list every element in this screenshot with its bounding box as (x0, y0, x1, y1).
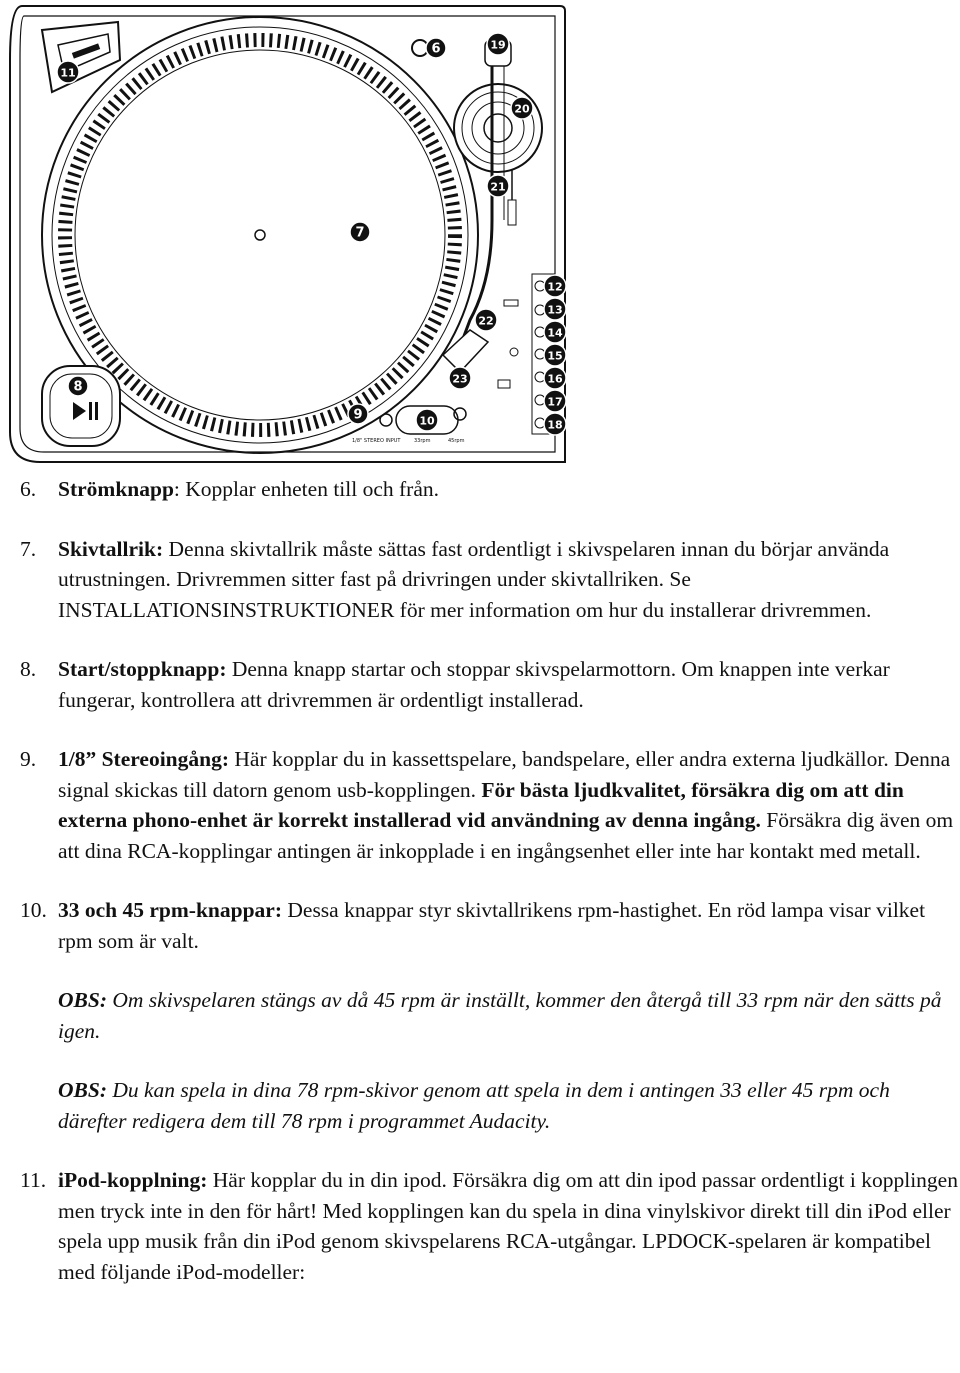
callout-10 (416, 409, 438, 431)
item-text: Denna skivtallrik måste sättas fast ordentligt i skivspelaren innan du börjar använda utrustningen. Drivremmen sitter fast på drivringen under skivtallriken. Se INSTALLATIONSINSTRUKTIONER för mer information om hur du installerar drivremmen. (58, 536, 890, 622)
svg-text:13: 13 (547, 303, 563, 317)
svg-text:19: 19 (490, 38, 506, 52)
feature-list (20, 474, 960, 1287)
list-item-9 (20, 744, 960, 866)
svg-text:15: 15 (547, 349, 563, 363)
callout-11 (57, 61, 79, 83)
callout-20 (511, 97, 533, 119)
svg-text:9: 9 (353, 407, 363, 423)
item-number: 7. (20, 536, 37, 561)
note-2 (20, 1075, 960, 1136)
list-item-8 (20, 654, 960, 715)
svg-text:12: 12 (547, 280, 563, 294)
item-text-continued: Försäkra dig även om att dina RCA-kopplingar antingen är inkopplade i en ingångsenhet eller inte har kontakt med metall. (58, 808, 954, 863)
svg-text:14: 14 (547, 326, 563, 340)
svg-text:22: 22 (478, 314, 494, 328)
item-text: Kopplar enheten till och från. (185, 477, 439, 501)
svg-text:7: 7 (355, 225, 365, 241)
item-number: 10. (20, 898, 47, 922)
item-text: Denna knapp startar och stoppar skivspelarmottorn. Om knappen inte verkar fungerar, kontrollera att drivremmen är ordentligt installerad. (58, 657, 890, 712)
note-label: OBS: (58, 988, 107, 1012)
item-term: Skivtallrik: (58, 536, 164, 561)
svg-text:23: 23 (452, 372, 468, 386)
rpm33-label: 33rpm (414, 438, 431, 444)
item-term: Strömknapp (58, 477, 174, 501)
callout-22 (475, 309, 497, 331)
item-term: iPod-kopplning: (58, 1168, 208, 1192)
list-item-10: 10. 33 och 45 rpm-knappar: Dessa knappar styr skivtallrikens rpm-hastighet. En röd lampa visar vilket rpm som är valt. (20, 895, 960, 956)
note-1 (20, 985, 960, 1046)
callout-23 (449, 367, 471, 389)
svg-text:17: 17 (547, 395, 563, 409)
svg-text:8: 8 (73, 379, 83, 395)
callout-17 (544, 390, 566, 412)
note-label: OBS: (58, 1078, 107, 1102)
turntable-diagram (0, 0, 575, 470)
callout-13 (544, 298, 566, 320)
item-text: Här kopplar du in din ipod. Försäkra dig om att din ipod passar ordentligt i kopplingen men tryck inte in den för hårt! Med kopplingen kan du spela in dina vinylskivor direkt till din iPod eller spela upp musik från din iPod genom skivspelarens RCA-utgångar. LPDOCK-spelaren är kompatibel med följande iPod-modeller: (58, 1168, 958, 1284)
item-number: 11. (20, 1168, 47, 1192)
item-text: Här kopplar du in kassettspelare, bandspelare, eller andra externa ljudkällor. Denna signal skickas till datorn genom usb-kopplingen. (58, 747, 951, 802)
stereo-input-jack (380, 414, 392, 426)
item-number: 9. (20, 747, 37, 771)
list-item-11 (20, 1165, 960, 1287)
svg-text:10: 10 (419, 414, 435, 428)
svg-text:18: 18 (547, 418, 563, 432)
svg-text:16: 16 (547, 372, 563, 386)
item-term: 1/8” Stereoingång: (58, 747, 230, 771)
callout-15 (544, 344, 566, 366)
callout-6 (426, 38, 446, 58)
svg-text:21: 21 (490, 180, 506, 194)
stereo-input-label: 1/8" STEREO INPUT (352, 438, 401, 444)
svg-text:11: 11 (60, 66, 76, 80)
item-number: 8. (20, 657, 37, 681)
callout-14 (544, 321, 566, 343)
callout-18 (544, 413, 566, 435)
svg-text:20: 20 (514, 102, 530, 116)
callout-7 (350, 222, 370, 242)
rpm45-label: 45rpm (448, 438, 465, 444)
item-emphasis: För bästa ljudkvalitet, försäkra dig om att din externa phono-enhet är korrekt installerad vid användning av denna ingång. (58, 777, 904, 832)
callout-21 (487, 175, 509, 197)
callout-8 (68, 376, 88, 396)
list-item-6: 6. Strömknapp: Kopplar enheten till och från. (20, 474, 960, 505)
ipod-dock (42, 22, 120, 92)
list-item-7 (20, 534, 960, 626)
item-term: 33 och 45 rpm (58, 898, 189, 922)
callout-16 (544, 367, 566, 389)
callout-9 (348, 404, 368, 424)
item-number: 6. (20, 477, 37, 501)
item-text: Dessa knappar styr skivtallrikens rpm-hastighet. En röd lampa visar vilket rpm som är valt. (58, 898, 926, 953)
callout-12 (544, 275, 566, 297)
item-term: Start/stoppknapp: (58, 657, 227, 681)
note-text: Om skivspelaren stängs av då 45 rpm är inställt, kommer den återgå till 33 rpm när den sätts på igen. (58, 988, 942, 1043)
callout-19 (487, 33, 509, 55)
svg-text:6: 6 (431, 41, 441, 57)
note-text: Du kan spela in dina 78 rpm-skivor genom att spela in dem i antingen 33 eller 45 rpm och därefter redigera dem till 78 rpm i programmet Audacity. (58, 1078, 890, 1133)
